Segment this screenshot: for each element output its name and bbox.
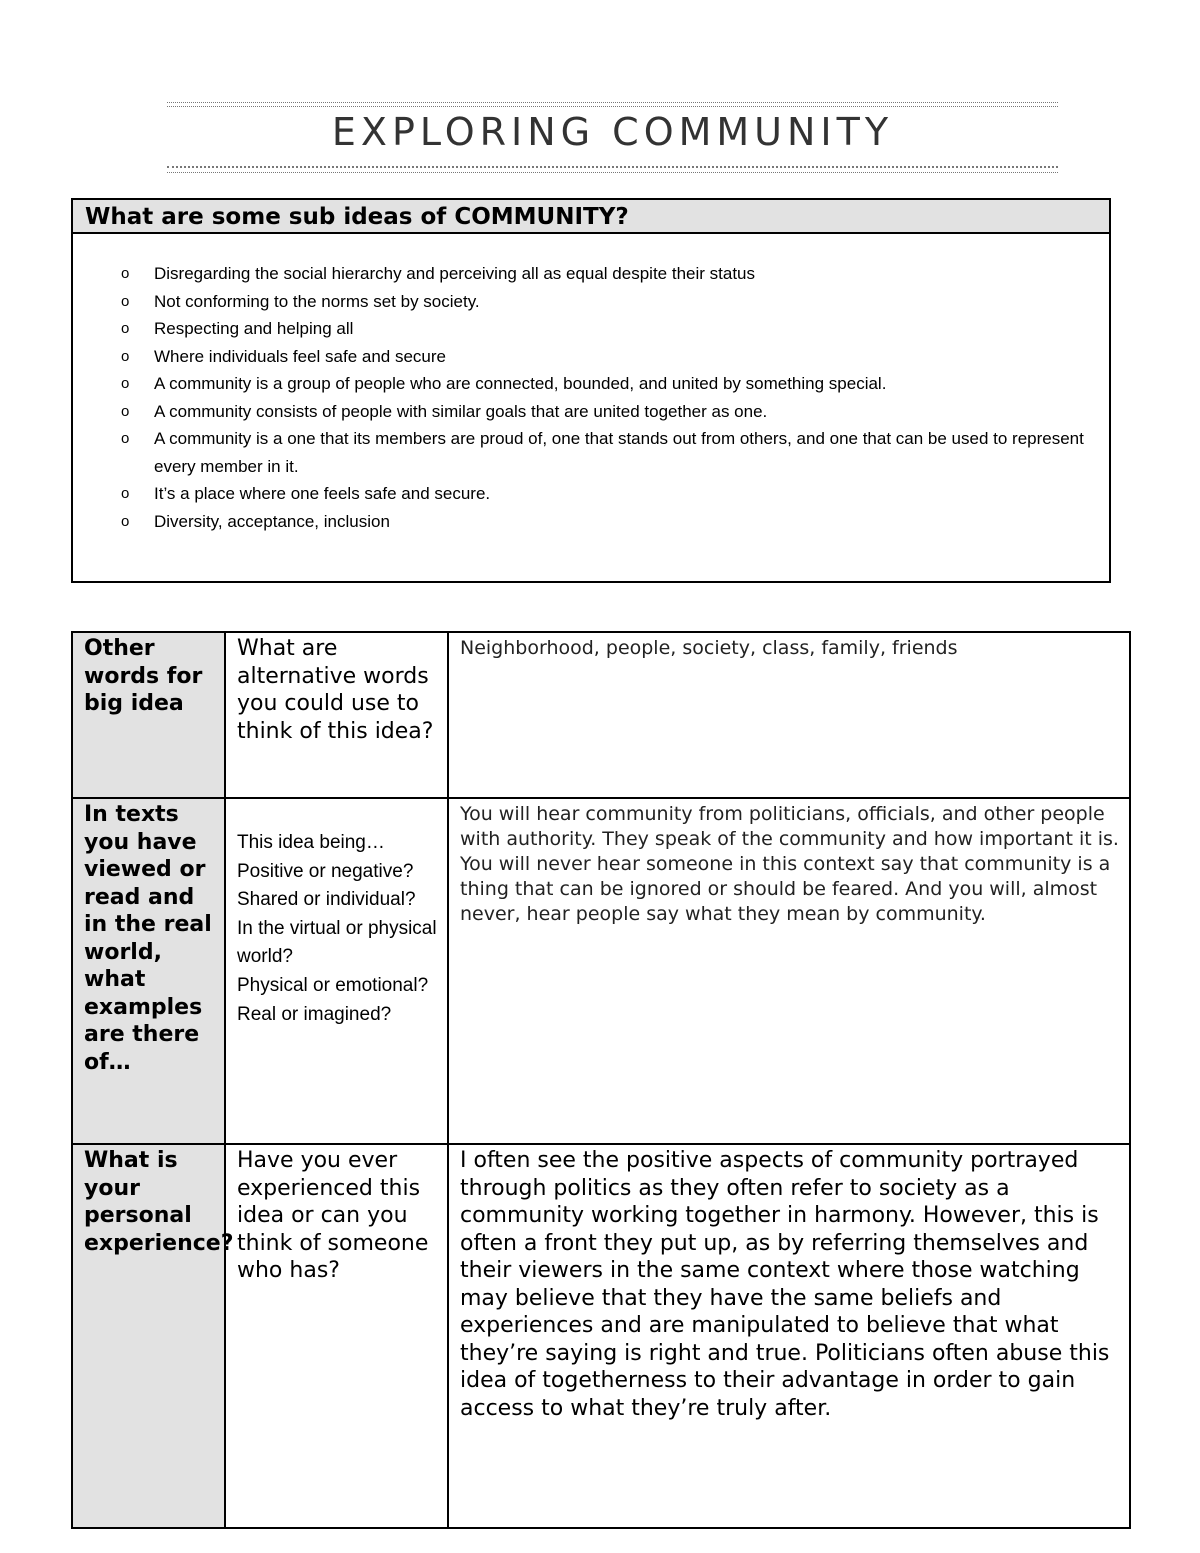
table-row	[72, 632, 1130, 798]
prompt-line: Shared or individual?	[237, 889, 416, 911]
list-item-text: Where individuals feel safe and secure	[154, 346, 446, 366]
row-prompt: Have you ever experienced this idea or can you think of someone who has?	[225, 1144, 448, 1528]
list-item	[73, 508, 1109, 536]
list-item	[73, 288, 1109, 316]
list-item-text: It’s a place where one feels safe and secure.	[154, 484, 491, 503]
sub-ideas-list	[73, 260, 1109, 535]
table-row	[72, 1144, 1130, 1528]
row-heading: What is your personal experience?	[72, 1144, 225, 1528]
list-item-text: Not conforming to the norms set by society.	[154, 291, 480, 311]
row-heading: Other words for big idea	[72, 632, 225, 798]
list-item-text: Respecting and helping all	[154, 319, 354, 338]
row-prompt	[225, 798, 448, 1144]
row-answer: I often see the positive aspects of community portrayed through politics as they often refer to society as a community working together in harmony. However, this is often a front they put up, as by referring themselves and their viewers in the same context where those watching may believe that they have the same beliefs and experiences and are manipulated to believe that what they’re saying is right and true. Politicians often abuse this idea of togetherness to their advantage in order to gain access to what they’re truly after.	[448, 1144, 1130, 1528]
bullet-icon: o	[121, 512, 130, 530]
prompt-line: This idea being…	[237, 832, 385, 853]
list-item-text: A community is a one that its members are proud of, one that stands out from others, and one that can be used to represent every member in it.	[154, 429, 1084, 476]
prompt-line: Physical or emotional?	[237, 974, 429, 996]
list-item-text: Disregarding the social hierarchy and perceiving all as equal despite their status	[154, 264, 756, 283]
bullet-icon: o	[121, 347, 130, 365]
list-item-text: A community consists of people with similar goals that are united together as one.	[154, 401, 768, 421]
bullet-icon: o	[121, 320, 130, 337]
list-item-text: A community is a group of people who are connected, bounded, and united by something special.	[154, 374, 887, 393]
title-rule-bottom	[167, 166, 1058, 173]
bullet-icon: o	[121, 265, 130, 282]
reflection-table	[71, 631, 1131, 1529]
row-answer: Neighborhood, people, society, class, family, friends	[448, 632, 1130, 798]
list-item	[73, 260, 1109, 288]
bullet-icon: o	[121, 485, 130, 502]
table-row	[72, 798, 1130, 1144]
bullet-icon: o	[121, 430, 130, 447]
sub-ideas-box	[71, 198, 1111, 583]
row-prompt: What are alternative words you could use to think of this idea?	[225, 632, 448, 798]
prompt-line: Positive or negative?	[237, 860, 414, 882]
list-item	[73, 343, 1109, 371]
list-item	[73, 370, 1109, 398]
row-answer: You will hear community from politicians, officials, and other people with authority. They speak of the community and how important it is. You will never hear someone in this context say that community is a thing that can be ignored or should be feared. And you will, almost never, hear people say what they mean by community.	[448, 798, 1130, 1144]
row-heading: In texts you have viewed or read and in the real world, what examples are there of…	[72, 798, 225, 1144]
prompt-line: In the virtual or physical world?	[237, 917, 437, 968]
list-item	[73, 425, 1109, 480]
list-item	[73, 398, 1109, 426]
list-item	[73, 480, 1109, 508]
page-title: EXPLORING COMMUNITY	[331, 110, 894, 154]
bullet-icon: o	[121, 402, 130, 420]
bullet-icon: o	[121, 375, 130, 392]
list-item-text: Diversity, acceptance, inclusion	[154, 511, 390, 531]
sub-ideas-heading: What are some sub ideas of COMMUNITY?	[73, 200, 1109, 234]
prompt-line: Real or imagined?	[237, 1003, 392, 1025]
bullet-icon: o	[121, 292, 130, 310]
list-item	[73, 315, 1109, 343]
